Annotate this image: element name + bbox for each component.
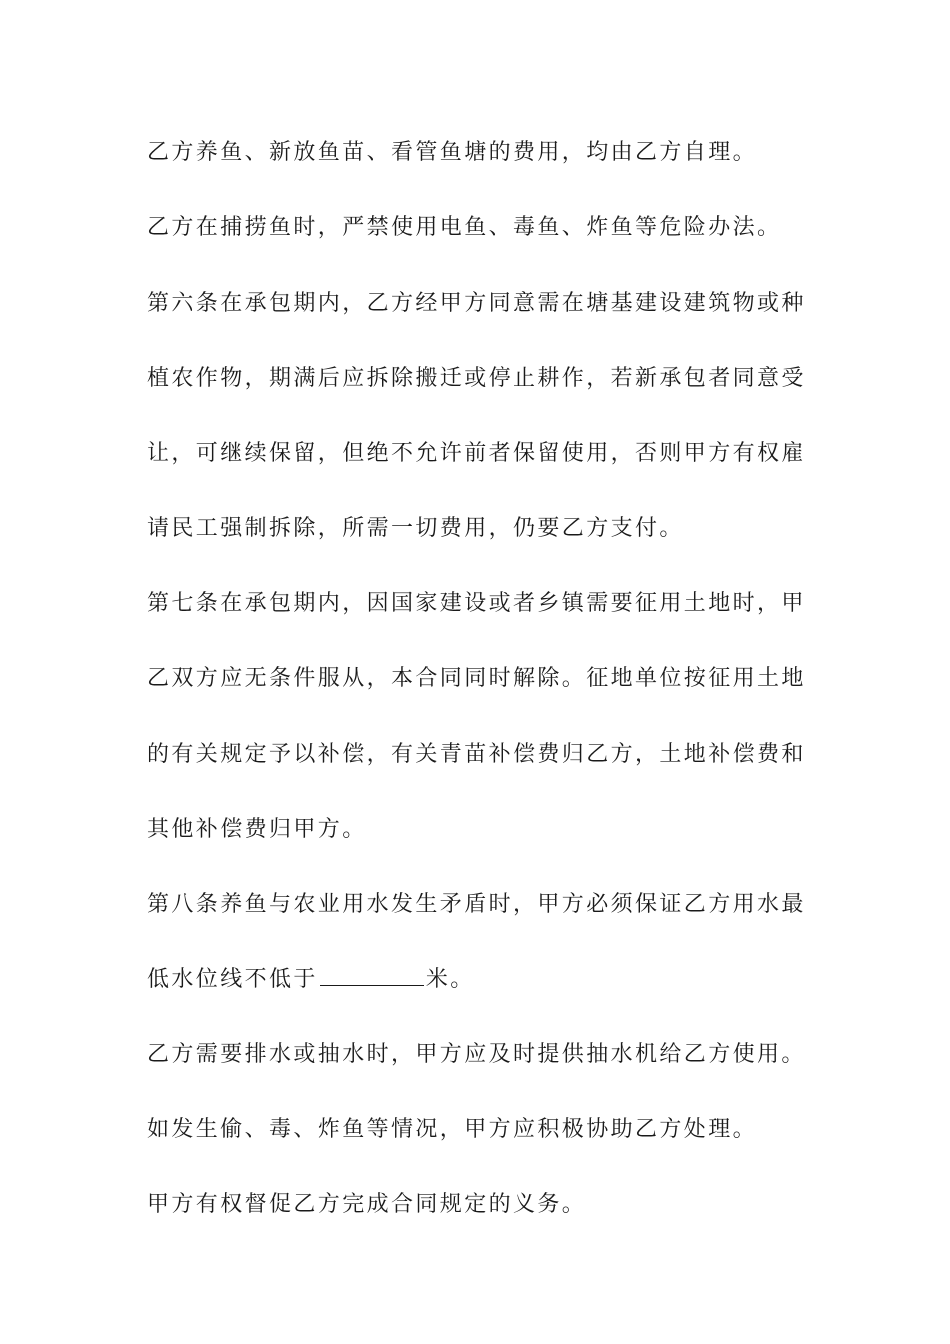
- text-line: 的有关规定予以补偿，有关青苗补偿费归乙方，土地补偿费和: [147, 742, 806, 767]
- water-level-suffix: 米。: [425, 967, 475, 992]
- text-line: 第七条在承包期内，因国家建设或者乡镇需要征用土地时，甲: [147, 591, 806, 616]
- text-line: 甲方有权督促乙方完成合同规定的义务。: [147, 1192, 587, 1217]
- text-line: 让，可继续保留，但绝不允许前者保留使用，否则甲方有权雇: [147, 441, 806, 466]
- water-level-line: [147, 960, 827, 1000]
- text-line: 乙方在捕捞鱼时，严禁使用电鱼、毒鱼、炸鱼等危险办法。: [147, 215, 782, 240]
- text-line: 请民工强制拆除，所需一切费用，仍要乙方支付。: [147, 516, 684, 541]
- text-line: 如发生偷、毒、炸鱼等情况，甲方应积极协助乙方处理。: [147, 1117, 758, 1142]
- water-level-prefix: 低水位线不低于: [147, 967, 318, 992]
- text-line: 第六条在承包期内，乙方经甲方同意需在塘基建设建筑物或种: [147, 291, 806, 316]
- text-line: 植农作物，期满后应拆除搬迁或停止耕作，若新承包者同意受: [147, 366, 806, 391]
- text-line: 其他补偿费归甲方。: [147, 817, 367, 842]
- text-line: 乙方养鱼、新放鱼苗、看管鱼塘的费用，均由乙方自理。: [147, 140, 758, 165]
- text-line: 乙双方应无条件服从，本合同同时解除。征地单位按征用土地: [147, 666, 806, 691]
- text-line: 乙方需要排水或抽水时，甲方应及时提供抽水机给乙方使用。: [147, 1042, 806, 1067]
- fill-in-blank[interactable]: [320, 963, 424, 986]
- text-line: 第八条养鱼与农业用水发生矛盾时，甲方必须保证乙方用水最: [147, 892, 806, 917]
